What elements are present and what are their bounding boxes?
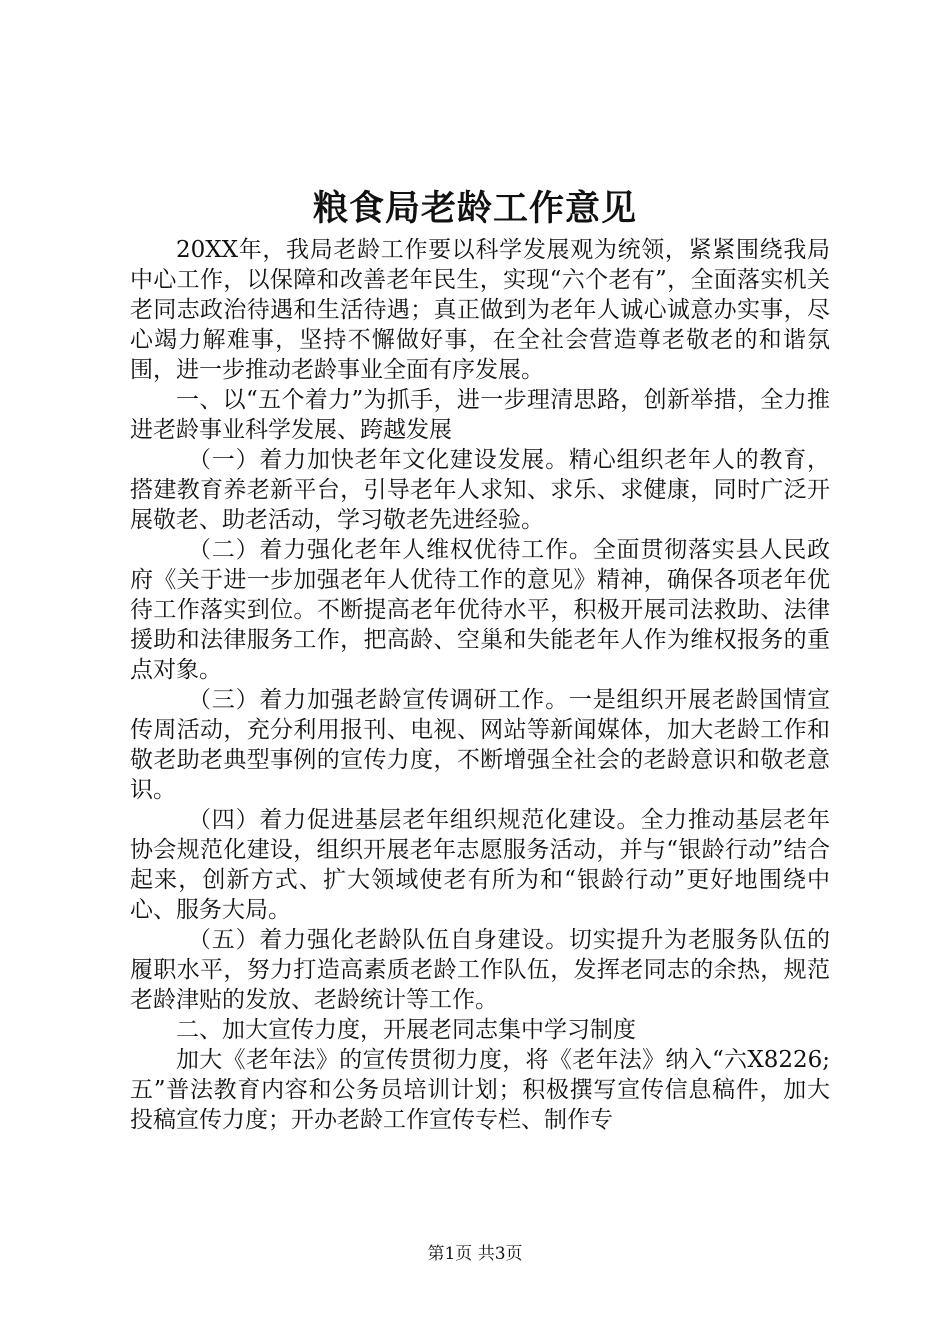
paragraph-item-5: （五）着力强化老龄队伍自身建设。切实提升为老服务队伍的履职水平，努力打造高素质老龄工作队伍，发挥老同志的余热，规范老龄津贴的发放、老龄统计等工作。 [130, 927, 830, 1013]
paragraph-intro: 20XX年，我局老龄工作要以科学发展观为统领，紧紧围绕我局中心工作，以保障和改善老年民生，实现“六个老有”，全面落实机关老同志政治待遇和生活待遇；真正做到为老年人诚心诚意办实事，尽心竭力解难事，坚持不懈做好事，在全社会营造尊老敬老的和谐氛围，进一步推动老龄事业全面有序发展。 [130, 237, 830, 383]
paragraph-section-2: 加大《老年法》的宣传贯彻力度，将《老年法》纳入“六X8226;五”普法教育内容和公务员培训计划；积极撰写宣传信息稿件，加大投稿宣传力度；开办老龄工作宣传专栏、制作专 [130, 1047, 830, 1133]
document-title: 粮食局老龄工作意见 [312, 188, 637, 229]
paragraph-item-2: （二）着力强化老年人维权优待工作。全面贯彻落实县人民政府《关于进一步加强老年人优待工作的意见》精神，确保各项老年优待工作落实到位。不断提高老年优待水平，积极开展司法救助、法律援助和法律服务工作，把高龄、空巢和失能老年人作为维权报务的重点对象。 [130, 537, 830, 683]
page-footer: 第1页 共3页 [427, 1244, 523, 1264]
heading-section-1: 一、以“五个着力”为抓手，进一步理清思路，创新举措，全力推进老龄事业科学发展、跨越发展 [130, 387, 830, 443]
paragraph-item-1: （一）着力加快老年文化建设发展。精心组织老年人的教育，搭建教育养老新平台，引导老年人求知、求乐、求健康，同时广泛开展敬老、助老活动，学习敬老先进经验。 [130, 447, 830, 533]
paragraph-item-4: （四）着力促进基层老年组织规范化建设。全力推动基层老年协会规范化建设，组织开展老年志愿服务活动，并与“银龄行动”结合起来，创新方式、扩大领域使老有所为和“银龄行动”更好地围绕中心、服务大局。 [130, 807, 830, 923]
paragraph-item-3: （三）着力加强老龄宣传调研工作。一是组织开展老龄国情宣传周活动，充分利用报刊、电视、网站等新闻媒体，加大老龄工作和敬老助老典型事例的宣传力度，不断增强全社会的老龄意识和敬老意识。 [130, 687, 830, 803]
heading-section-2: 二、加大宣传力度，开展老同志集中学习制度 [176, 1017, 636, 1043]
document-body [130, 235, 830, 1135]
